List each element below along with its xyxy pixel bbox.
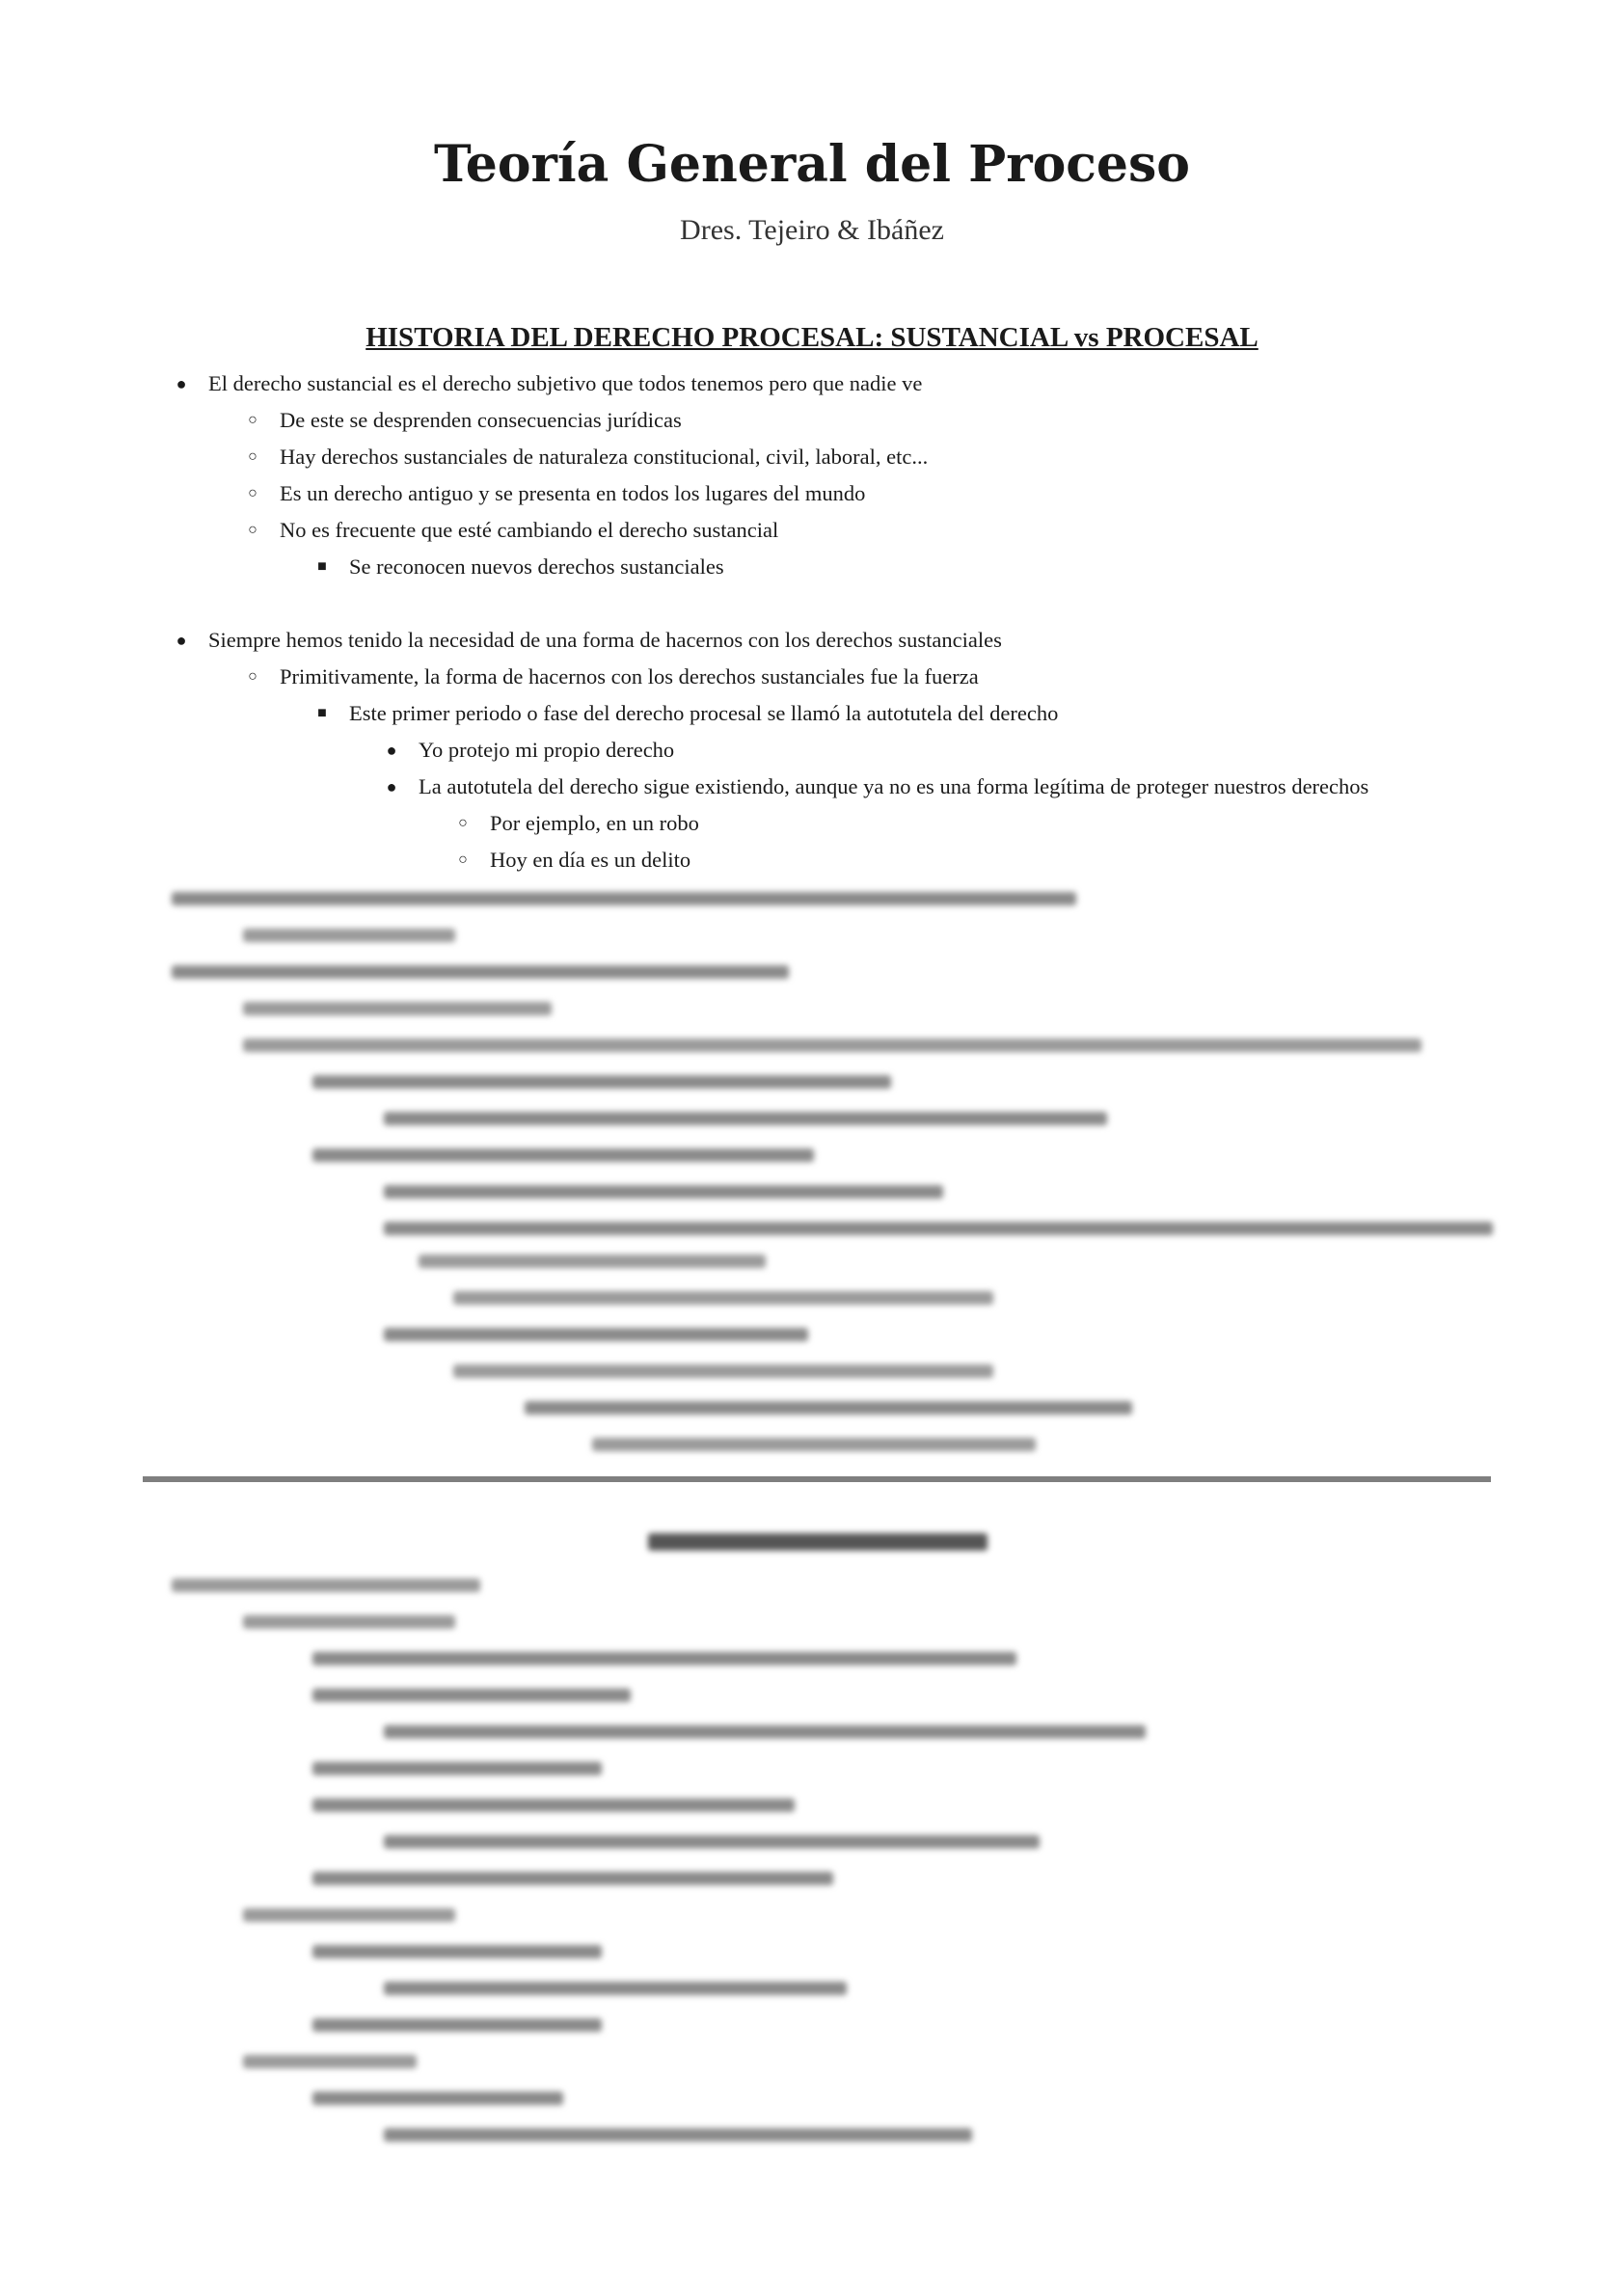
list-item xyxy=(317,549,724,585)
blurred-line xyxy=(312,1945,602,1958)
bullet-disc-icon: ● xyxy=(386,741,397,760)
list-item-text: De este se desprenden consecuencias jurídicas xyxy=(280,408,682,432)
bullet-circle-icon: ○ xyxy=(248,448,257,465)
blurred-line xyxy=(592,1438,1036,1451)
blurred-line xyxy=(453,1291,993,1305)
blurred-line xyxy=(312,1872,833,1885)
blurred-line xyxy=(172,1579,480,1592)
blurred-line xyxy=(243,2055,417,2068)
list-item-text: Este primer periodo o fase del derecho procesal se llamó la autotutela del derecho xyxy=(349,701,1059,725)
bullet-circle-icon: ○ xyxy=(248,412,257,428)
list-item-text: Primitivamente, la forma de hacernos con los derechos sustanciales fue la fuerza xyxy=(280,664,979,688)
list-item xyxy=(248,512,779,549)
blurred-line xyxy=(312,1075,891,1089)
blurred-line xyxy=(384,1185,943,1199)
section-heading-historia: HISTORIA DEL DERECHO PROCESAL: SUSTANCIAL vs PROCESAL xyxy=(365,322,1259,353)
horizontal-divider xyxy=(143,1476,1491,1482)
list-item-text: Es un derecho antiguo y se presenta en todos los lugares del mundo xyxy=(280,481,866,505)
bullet-square-icon: ■ xyxy=(317,558,327,575)
bullet-circle-icon: ○ xyxy=(248,668,257,685)
bullet-circle-icon: ○ xyxy=(458,815,468,831)
blurred-line xyxy=(525,1401,1132,1415)
blurred-line xyxy=(312,1798,795,1812)
bullet-disc-icon: ● xyxy=(176,374,187,393)
bullet-circle-icon: ○ xyxy=(248,522,257,538)
list-item xyxy=(386,732,675,769)
list-item-text: Yo protejo mi propio derecho xyxy=(419,738,675,762)
blurred-line xyxy=(384,1835,1040,1849)
list-item xyxy=(248,402,682,439)
list-item-text: Por ejemplo, en un robo xyxy=(490,811,699,835)
blurred-line xyxy=(312,1652,1016,1665)
list-item xyxy=(386,769,1369,805)
list-item xyxy=(458,842,691,878)
bullet-circle-icon: ○ xyxy=(458,851,468,868)
blurred-line xyxy=(419,1255,766,1268)
blurred-line xyxy=(243,929,455,942)
blurred-line xyxy=(384,1725,1146,1739)
page-subtitle: Dres. Tejeiro & Ibáñez xyxy=(680,214,944,246)
blurred-line xyxy=(172,965,789,979)
blurred-line xyxy=(384,1328,808,1341)
list-item-text: Siempre hemos tenido la necesidad de una forma de hacernos con los derechos sustanciales xyxy=(208,628,1002,652)
blurred-line xyxy=(312,1688,631,1702)
list-item-text: Hoy en día es un delito xyxy=(490,848,691,872)
blurred-line xyxy=(172,892,1076,905)
list-item xyxy=(248,439,929,475)
list-item-text: El derecho sustancial es el derecho subjetivo que todos tenemos pero que nadie ve xyxy=(208,371,923,395)
blurred-line xyxy=(384,1982,847,1995)
blurred-heading xyxy=(648,1533,988,1551)
list-item-text: Hay derechos sustanciales de naturaleza constitucional, civil, laboral, etc... xyxy=(280,445,929,469)
list-item xyxy=(248,475,866,512)
list-item-text: No es frecuente que esté cambiando el derecho sustancial xyxy=(280,518,779,542)
bullet-disc-icon: ● xyxy=(386,777,397,796)
blurred-line xyxy=(243,1002,552,1015)
list-item xyxy=(176,622,1002,659)
bullet-circle-icon: ○ xyxy=(248,485,257,501)
blurred-line xyxy=(243,1908,455,1922)
blurred-line xyxy=(312,2018,602,2032)
blurred-line xyxy=(384,2128,972,2142)
bullet-disc-icon: ● xyxy=(176,631,187,650)
blurred-line xyxy=(384,1222,1493,1235)
list-item-text: La autotutela del derecho sigue existiendo, aunque ya no es una forma legítima de proteger nuestros derechos xyxy=(419,774,1369,798)
list-item xyxy=(176,365,923,402)
list-item xyxy=(458,805,699,842)
blurred-line xyxy=(312,1762,602,1775)
list-item xyxy=(317,695,1059,732)
list-item-text: Se reconocen nuevos derechos sustanciales xyxy=(349,554,724,579)
bullet-square-icon: ■ xyxy=(317,705,327,721)
blurred-line xyxy=(384,1112,1107,1125)
page-title: Teoría General del Proceso xyxy=(434,135,1190,194)
list-item xyxy=(248,659,979,695)
blurred-line xyxy=(243,1039,1421,1052)
blurred-line xyxy=(453,1364,993,1378)
blurred-line xyxy=(312,1148,814,1162)
blurred-line xyxy=(312,2092,563,2105)
blurred-line xyxy=(243,1615,455,1629)
